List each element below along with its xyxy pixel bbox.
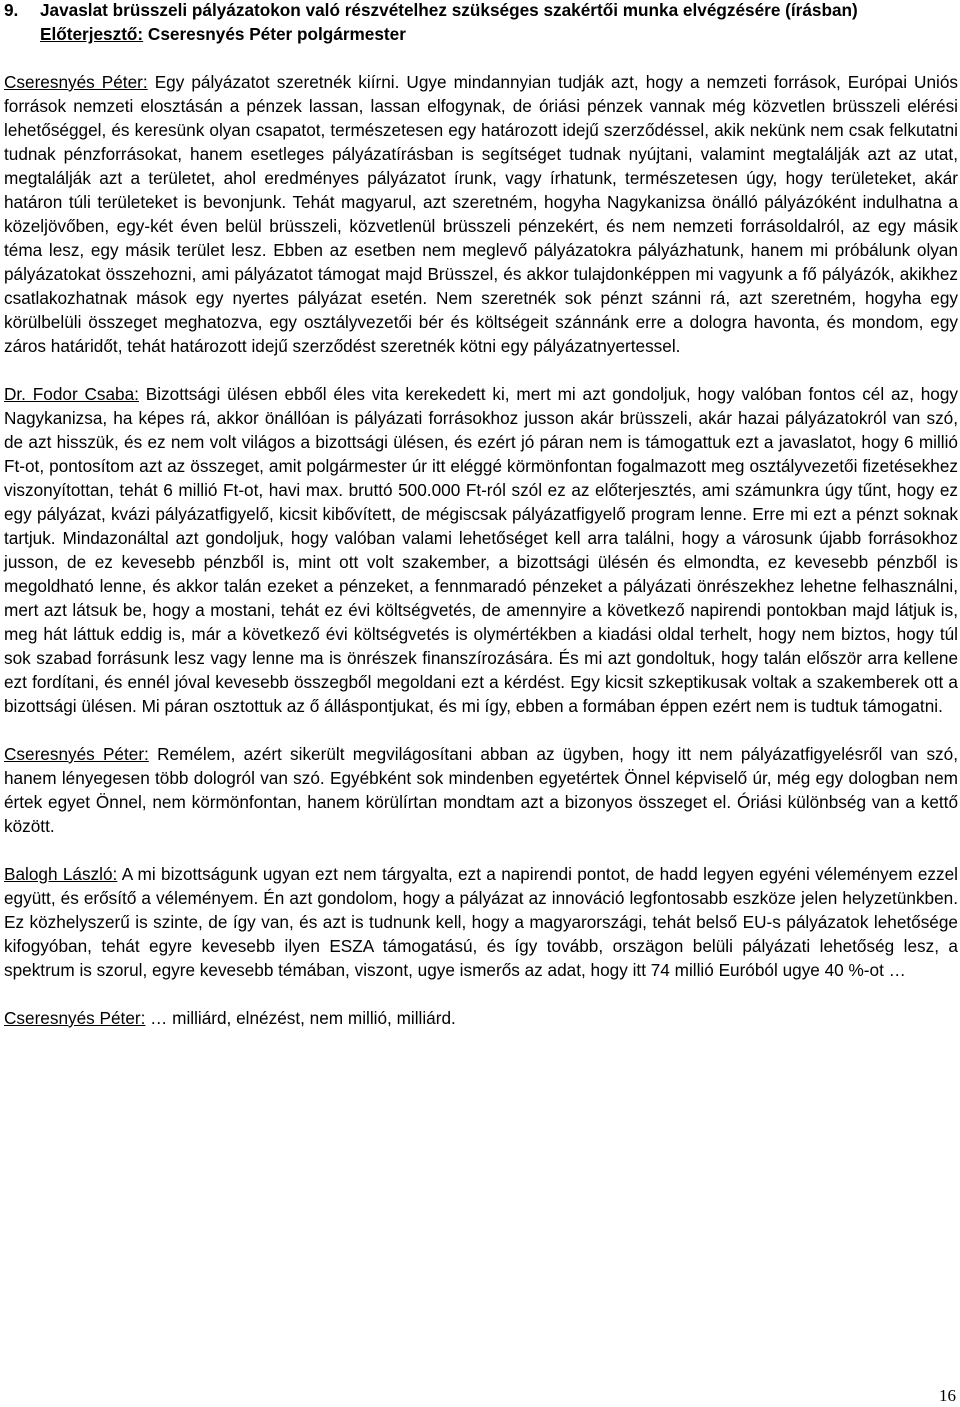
speaker-name: Balogh László: bbox=[4, 864, 118, 884]
speaker-name: Cseresnyés Péter: bbox=[4, 72, 148, 92]
speech-paragraph bbox=[4, 742, 958, 838]
speech-text: Remélem, azért sikerült megvilágosítani abban az ügyben, hogy itt nem pályázatfigyelésről van szó, hanem lényegesen több dologról van szó. Egyébként sok mindenben egyetértek Önnel képviselő úr, még egy dologban nem értek egyet Önnel, nem körmönfontan, hanem körülírtan mondtam azt a bizonyos összeget el. Óriási különbség van a kettő között. bbox=[4, 744, 958, 836]
speech-paragraph bbox=[4, 862, 958, 982]
speech-text: A mi bizottságunk ugyan ezt nem tárgyalta, ezt a napirendi pontot, de hadd legyen egyéni véleményem ezzel együtt, és erősítő a véleményem. Én azt gondolom, hogy a pályázat az innováció legfontosabb eszköze jelen helyzetünkben. Ez közhelyszerű is szinte, de így van, és azt is tudnunk kell, hogy a magyarországi, tehát belső EU-s pályázatok lehetősége kifogyóban, tehát egyre kevesebb ilyen ESZA támogatású, és így tovább, orszägon belüli pályázati lehetőség lesz, a spektrum is szorul, egyre kevesebb témában, viszont, ugye ismerős az adat, hogy itt 74 millió Euróból ugye 40 %-ot … bbox=[4, 864, 958, 980]
speaker-name: Cseresnyés Péter: bbox=[4, 1008, 146, 1028]
presenter-line bbox=[40, 22, 958, 46]
speaker-name: Cseresnyés Péter: bbox=[4, 744, 149, 764]
speech-paragraph bbox=[4, 382, 958, 718]
presenter-name: Cseresnyés Péter polgármester bbox=[143, 24, 406, 44]
speech-text: Bizottsági ülésen ebből éles vita kerekedett ki, mert mi azt gondoljuk, hogy valóban fontos cél az, hogy Nagykanizsa, ha képes rá, akkor önállóan is pályázati forrásokhoz jusson akár brüsszeli, akár hazai pályázatokról van szó, de azt hisszük, és ez nem volt világos a bizottsági ülésen, és ezért jó páran nem is támogattuk ezt a javaslatot, hogy 6 millió Ft-ot, pontosítom azt az összeget, amit polgármester úr itt eléggé körmönfontan fogalmazott meg osztályvezetői fizetésekhez viszonyítottan, tehát 6 millió Ft-ot, havi max. bruttó 500.000 Ft-ról szól ez az előterjesztés, ami számunkra úgy tűnt, hogy ez egy pályázat, kvázi pályázatfigyelő, kicsit kibővített, de mégiscsak pályázatfigyelő program lenne. Erre mi ezt a pénzt soknak tartjuk. Mindazonáltal azt gondoljuk, hogy valóban valami lehetőséget kell arra találni, hogy a városunk újabb forrásokhoz jusson, de ez kevesebb pénzből is, mint ott volt szakember, a bizottsági ülésén és elmondta, ez kevesebb pénzből is megoldható lenne, és akkor talán ezeket a pénzeket, a fennmaradó pénzeket a pályázati önrészekhez lehetne felhasználni, mert azt látsuk be, hogy a mostani, tehát ez évi költségvetés, de amennyire a következő napirendi pontokban majd látjuk is, meg hát láttuk eddig is, már a következő évi költségvetés is olymértékben a kiadási oldal terhelt, hogy nem biztos, hogy túl sok szabad forrásunk lesz vagy lenne ma is önrészek finanszírozására. És mi azt gondoltuk, hogy talán először arra kellene ezt fordítani, és ennél jóval kevesebb összegből megoldani ezt a kérdést. Egy kicsit szkeptikusak voltak a szakemberek ott a bizottsági ülésen. Mi páran osztottuk az ő álláspontjukat, és mi így, ebben a formában éppen ezért nem is tudtuk támogatni. bbox=[4, 384, 958, 716]
speech-text: … milliárd, elnézést, nem millió, milliárd. bbox=[145, 1008, 456, 1028]
speech-paragraph bbox=[4, 70, 958, 358]
document-page bbox=[4, 0, 958, 1030]
agenda-item-number: 9. bbox=[4, 0, 19, 20]
speaker-name: Dr. Fodor Csaba: bbox=[4, 384, 139, 404]
speech-text: Egy pályázatot szeretnék kiírni. Ugye mindannyian tudják azt, hogy a nemzeti források, Európai Uniós források nemzeti elosztásán a pénzek lassan, lassan elfogynak, de óriási pénzek vannak még közvetlen brüsszeli elérési lehetőséggel, és keresünk olyan csapatot, természetesen egy határozott idejű szerződéssel, akik nekünk nem csak felkutatni tudnak pénzforrásokat, hanem esetleges pályázatírásban is segítséget tudnak nyújtani, valamint megtalálják azt az utat, megtalálják azt a területet, ahol eredményes pályázatot írunk, vagy írhatunk, természetesen úgy, hogy területeket, akár határon túli területeket is bevonjunk. Tehát magyarul, azt szeretném, hogyha Nagykanizsa önálló pályázóként indulhatna a közeljövőben, egy-két éven belül brüsszeli, közvetlenül brüsszeli pénzekért, és nem nemzeti forrásoldalról, az egy másik téma lesz, egy másik terület lesz. Ebben az esetben nem meglevő pályázatokra pályázhatunk, hanem mi próbálunk olyan pályázatokat összehozni, ami pályázatot támogat majd Brüsszel, és akkor tulajdonképpen mi vagyunk a fő pályázók, akikhez csatlakozhatnak mások egy nyertes pályázat esetén. Nem szeretnék sok pénzt szánni rá, azt szeretném, hogyha egy körülbelüli összeget meghatozva, egy osztályvezetői bér és költségeit szánnánk erre a dologra havonta, és mondom, egy záros határidőt, tehát határozott idejű szerződést szeretnék kötni egy pályázatnyertessel. bbox=[4, 72, 958, 356]
page-number: 16 bbox=[939, 1386, 956, 1405]
speech-paragraph bbox=[4, 1006, 958, 1030]
presenter-label: Előterjesztő: bbox=[40, 24, 144, 44]
agenda-item-heading bbox=[4, 0, 958, 46]
agenda-item-title: Javaslat brüsszeli pályázatokon való részvételhez szükséges szakértői munka elvégzésére (írásban) bbox=[40, 0, 858, 20]
